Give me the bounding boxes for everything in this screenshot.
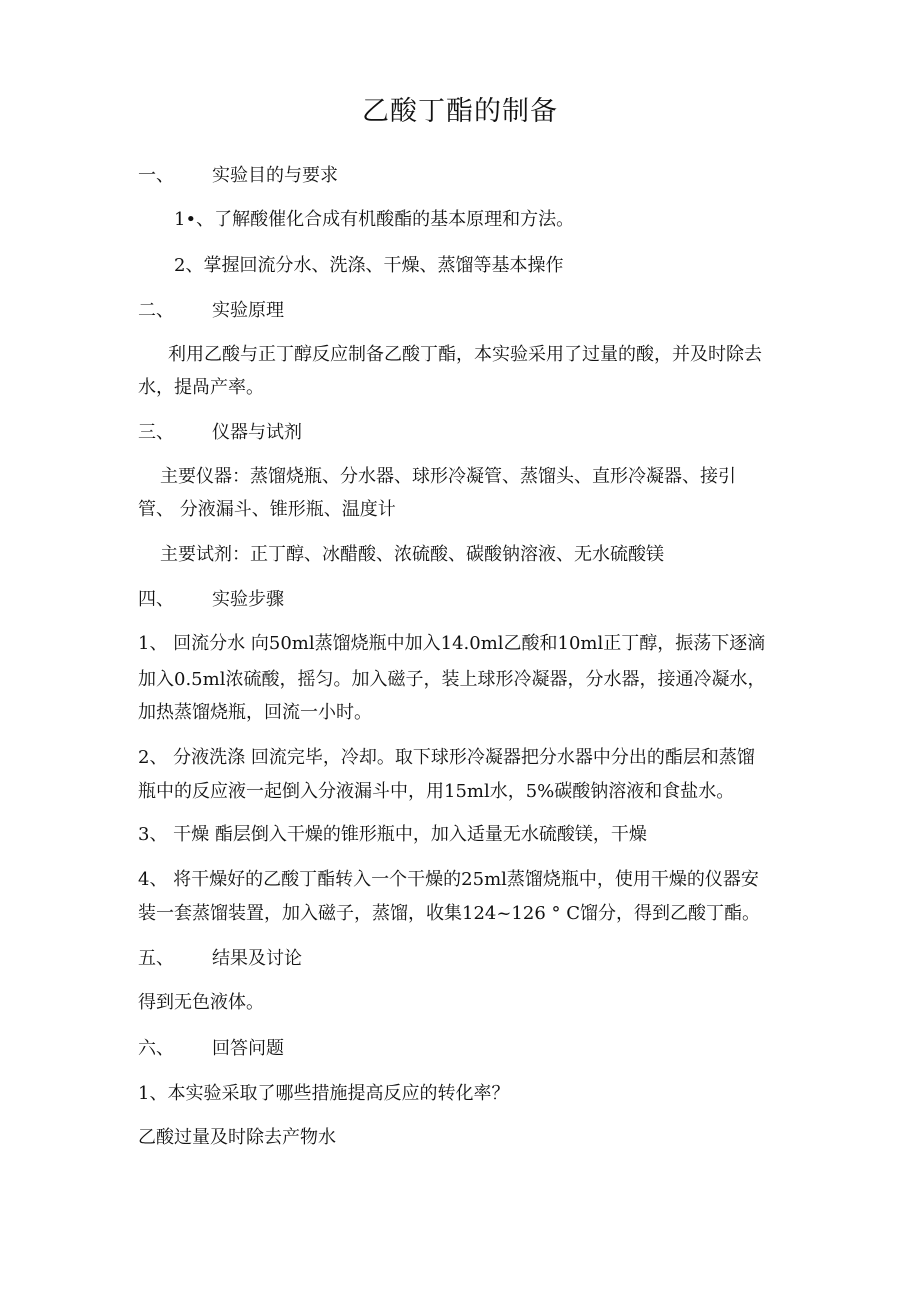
body-line: 4、 将干燥好的乙酸丁酯转入一个干燥的25ml蒸馏烧瓶中，使用干燥的仪器安 (138, 869, 759, 890)
body-line: 乙酸过量及时除去产物水 (138, 1127, 336, 1148)
section-number: 四、 (138, 589, 174, 610)
section-heading: 仪器与试剂 (212, 422, 302, 443)
body-line: 3、 干燥 酯层倒入干燥的锥形瓶中，加入适量无水硫酸镁，干燥 (138, 824, 647, 845)
section-number: 一、 (138, 165, 174, 186)
body-line: 2、掌握回流分水、洗涤、干燥、蒸馏等基本操作 (174, 255, 564, 276)
section-number: 五、 (138, 948, 174, 969)
body-line: 1、 回流分水 向50ml蒸馏烧瓶中加入14.0ml乙酸和10ml正丁醇，振荡下逐滴 (138, 633, 766, 654)
body-line: 主要仪器：蒸馏烧瓶、分水器、球形冷凝管、蒸馏头、直形冷凝器、接引 (160, 466, 736, 487)
body-line: 1•、了解酸催化合成有机酸酯的基本原理和方法。 (174, 209, 575, 230)
section-number: 六、 (138, 1038, 174, 1059)
body-line: 主要试剂：正丁醇、冰醋酸、浓硫酸、碳酸钠溶液、无水硫酸镁 (160, 544, 664, 565)
section-heading: 实验步骤 (212, 589, 284, 610)
section-heading: 实验目的与要求 (212, 165, 338, 186)
body-line: 2、 分液洗涤 回流完毕，冷却。取下球形冷凝器把分水器中分出的酯层和蒸馏 (138, 747, 755, 768)
body-line: 装一套蒸馏装置，加入磁子，蒸馏，收集124~126 ° C馏分，得到乙酸丁酯。 (138, 903, 761, 924)
body-line: 1、本实验采取了哪些措施提高反应的转化率？ (138, 1083, 510, 1104)
section-number: 三、 (138, 422, 174, 443)
body-line: 瓶中的反应液一起倒入分液漏斗中，用15ml水，5%碳酸钠溶液和食盐水。 (138, 781, 735, 802)
body-line: 利用乙酸与正丁醇反应制备乙酸丁酯，本实验采用了过量的酸，并及时除去 (168, 344, 762, 365)
document-title: 乙酸丁酯的制备 (362, 96, 558, 127)
section-heading: 回答问题 (212, 1038, 284, 1059)
body-line: 得到无色液体。 (138, 992, 264, 1013)
section-heading: 实验原理 (212, 300, 284, 321)
body-line: 加入0.5ml浓硫酸，摇匀。加入磁子，装上球形冷凝器，分水器，接通冷凝水， (138, 669, 766, 690)
body-line: 加热蒸馏烧瓶，回流一小时。 (138, 702, 372, 723)
section-heading: 结果及讨论 (212, 948, 302, 969)
body-line: 管、 分液漏斗、锥形瓶、温度计 (138, 499, 396, 520)
body-line: 水，提咼产率。 (138, 377, 264, 398)
section-number: 二、 (138, 300, 174, 321)
